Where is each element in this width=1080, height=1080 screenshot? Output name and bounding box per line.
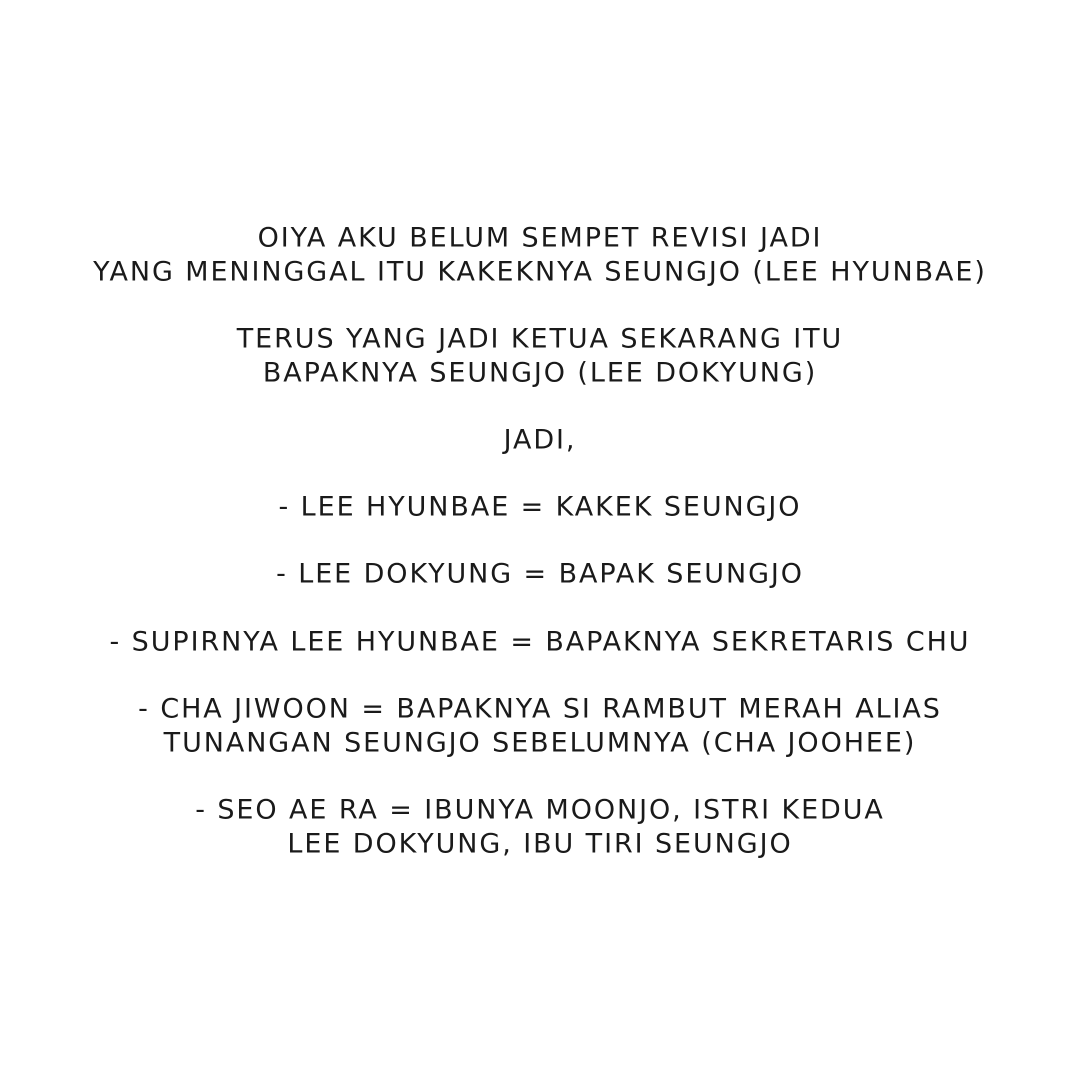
intro-line-1: OIYA AKU BELUM SEMPET REVISI JADI [257, 221, 823, 254]
list-item-4-line-1: - CHA JIWOON = BAPAKNYA SI RAMBUT MERAH ALIAS [138, 692, 942, 725]
list-item-3: - SUPIRNYA LEE HYUNBAE = BAPAKNYA SEKRETARIS CHU [109, 625, 971, 658]
list-item-1: - LEE HYUNBAE = KAKEK SEUNGJO [278, 490, 802, 523]
list-item-4-line-2: TUNANGAN SEUNGJO SEBELUMNYA (CHA JOOHEE) [163, 726, 917, 759]
list-item-5-line-2: LEE DOKYUNG, IBU TIRI SEUNGJO [287, 827, 793, 860]
list-item-2: - LEE DOKYUNG = BAPAK SEUNGJO [276, 557, 804, 590]
list-item-5-line-1: - SEO AE RA = IBUNYA MOONJO, ISTRI KEDUA [195, 793, 885, 826]
second-paragraph-line-2: BAPAKNYA SEUNGJO (LEE DOKYUNG) [262, 356, 818, 389]
jadi-line: JADI, [503, 423, 577, 456]
second-paragraph-line-1: TERUS YANG JADI KETUA SEKARANG ITU [236, 322, 844, 355]
intro-line-2: YANG MENINGGAL ITU KAKEKNYA SEUNGJO (LEE HYUNBAE) [93, 255, 987, 288]
